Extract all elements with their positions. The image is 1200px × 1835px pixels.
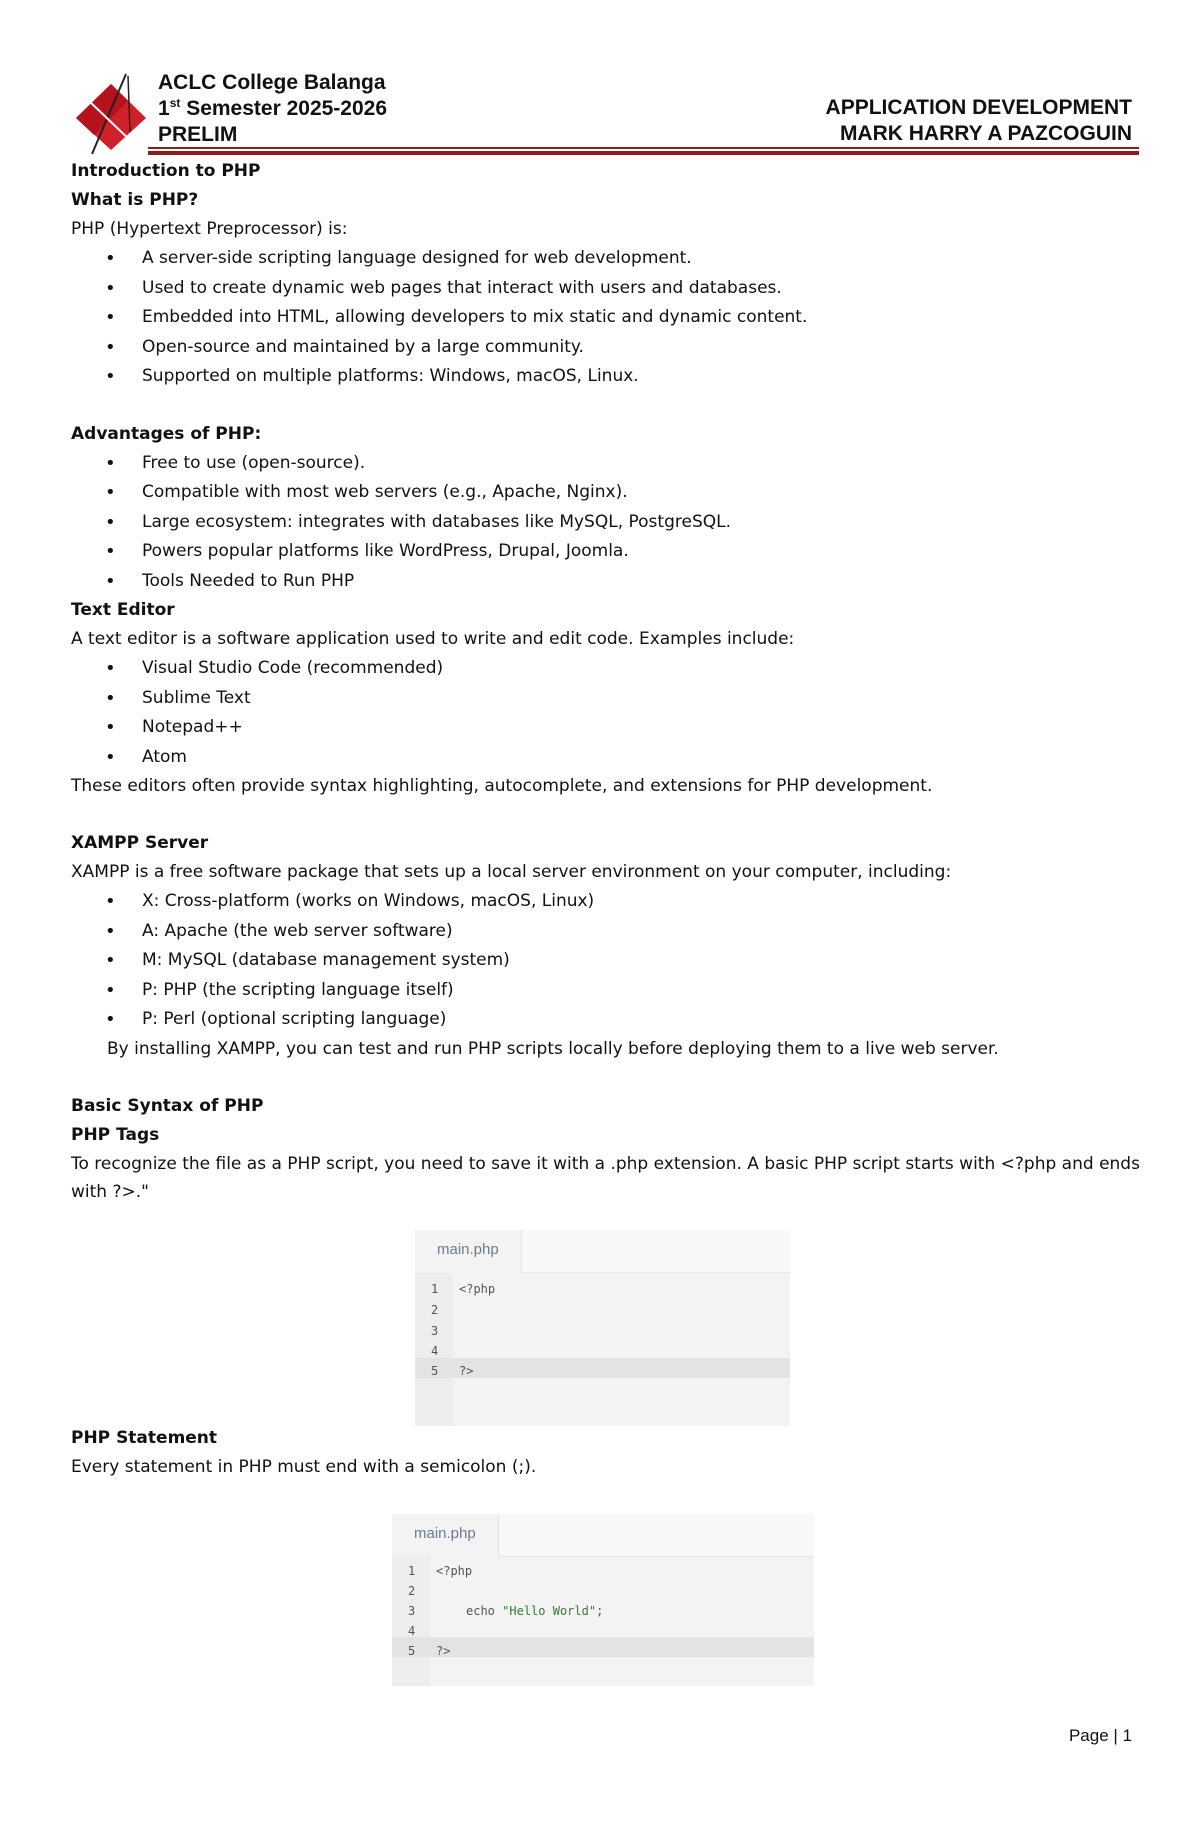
php-statement-heading: PHP Statement [71,1428,218,1448]
statement-section [71,1424,1141,1482]
line-number: 1 [431,1282,439,1296]
line-number: 1 [408,1564,416,1578]
list-item: • Notepad++ [71,713,1141,743]
code-screenshot-tags [415,1230,790,1426]
line-number: 5 [431,1364,439,1378]
header-left [158,70,387,148]
list-item: • Supported on multiple platforms: Windows, macOS, Linux. [71,362,1141,392]
line-number: 3 [408,1604,416,1618]
text-editor-closing: These editors often provide syntax highlighting, autocomplete, and extensions for PHP development. [71,776,933,796]
php-tags-text: To recognize the file as a PHP script, you need to save it with a .php extension. A basic PHP script starts with <?php and ends with ?>." [71,1153,1140,1202]
xampp-lead: XAMPP is a free software package that sets up a local server environment on your computer, including: [71,862,952,882]
code-open-tag: <?php [436,1564,473,1578]
list-item: • Large ecosystem: integrates with databases like MySQL, PostgreSQL. [71,508,1141,538]
php-tags-heading: PHP Tags [71,1124,160,1145]
list-item: • Atom [71,743,1141,773]
college-logo-icon [68,70,154,156]
list-item: • Visual Studio Code (recommended) [71,654,1141,684]
line-number: 4 [408,1624,416,1638]
document-body [71,157,1141,1206]
college-name: ACLC College Balanga [158,71,386,94]
section-title: Introduction to PHP [71,161,261,181]
line-number: 2 [408,1584,416,1598]
list-item: • Used to create dynamic web pages that interact with users and databases. [71,274,1141,304]
list-item: • P: Perl (optional scripting language) [71,1005,1141,1035]
advantages-heading: Advantages of PHP: [71,423,262,444]
header-right [826,95,1132,147]
list-item: • A: Apache (the web server software) [71,917,1141,947]
text-editor-lead: A text editor is a software application used to write and edit code. Examples include: [71,629,795,649]
xampp-closing: By installing XAMPP, you can test and run PHP scripts locally before deploying them to a live web server. [107,1038,999,1059]
semester-line: 1st Semester 2025-2026 [158,96,388,120]
list-item: • Open-source and maintained by a large community. [71,333,1141,363]
intro-lead: PHP (Hypertext Preprocessor) is: [71,219,348,239]
editor-tab: main.php [415,1230,522,1273]
code-open-tag: <?php [459,1282,496,1296]
code-close-tag: ?> [459,1364,474,1378]
spacer [71,1064,1141,1092]
code-close-tag: ?> [436,1644,451,1658]
page-number: Page | 1 [1068,1726,1132,1745]
line-number: 4 [431,1344,439,1358]
line-number: 5 [408,1644,416,1658]
list-item: • M: MySQL (database management system) [71,946,1141,976]
list-item: • Compatible with most web servers (e.g., Apache, Nginx). [71,478,1141,508]
spacer [71,392,1141,420]
list-item: • Powers popular platforms like WordPress, Drupal, Joomla. [71,537,1141,567]
list-item: • Embedded into HTML, allowing developers to mix static and dynamic content. [71,303,1141,333]
basic-syntax-heading: Basic Syntax of PHP [71,1095,264,1116]
code-screenshot-statement [392,1514,814,1686]
code-echo-line: echo "Hello World"; [466,1604,604,1618]
instructor-name: MARK HARRY A PAZCOGUIN [839,122,1132,145]
line-number: 2 [431,1303,439,1317]
term-label: PRELIM [158,123,238,146]
list-item: • X: Cross-platform (works on Windows, macOS, Linux) [71,887,1141,917]
current-line-highlight [392,1637,814,1657]
text-editor-heading: Text Editor [71,600,175,620]
xampp-heading: XAMPP Server [71,833,209,853]
list-item: • A server-side scripting language designed for web development. [71,244,1141,274]
list-item: • Free to use (open-source). [71,449,1141,479]
list-item: • Sublime Text [71,684,1141,714]
what-is-php-heading: What is PHP? [71,190,199,210]
header-rule-thin [148,147,1139,149]
list-item: • Tools Needed to Run PHP [71,567,1141,597]
spacer [71,801,1141,829]
editor-tab: main.php [392,1514,499,1557]
header-rule-thick [148,151,1139,155]
php-statement-text: Every statement in PHP must end with a semicolon (;). [71,1457,537,1477]
list-item: • P: PHP (the scripting language itself) [71,976,1141,1006]
line-number: 3 [431,1324,439,1338]
subject-title: APPLICATION DEVELOPMENT [825,96,1132,119]
